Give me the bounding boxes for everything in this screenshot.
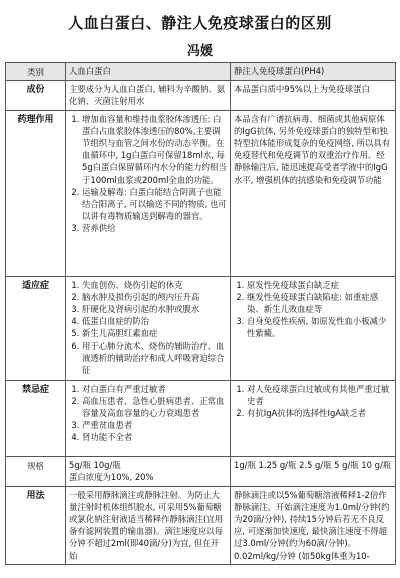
row-label-indication: 适应症 (6, 276, 66, 380)
list-item: 1. 原发性免疫球蛋白缺乏症 (247, 279, 392, 291)
list-item: 6. 用于心肺分流术、烧伤的辅助治疗、血液透析的辅助治疗和成人呼吸窘迫综合征 (82, 340, 227, 377)
comparison-table (5, 62, 396, 565)
list-item: 1. 对人免疫球蛋白过敏或有其他严重过敏史者 (247, 383, 392, 407)
list-item: 1. 对白蛋白有严重过敏者 (82, 383, 227, 395)
list-item: 2. 继发性免疫球蛋白缺陷症: 如重症感染、新生儿败血症等 (247, 291, 392, 315)
table-row-action (6, 110, 396, 276)
header-ivig: 静注人免疫球蛋白(PH4) (231, 63, 396, 81)
table-header-row (6, 63, 396, 81)
indication-albumin (66, 276, 231, 380)
table-row-composition (6, 81, 396, 110)
contraindication-albumin-list (69, 383, 227, 444)
list-item: 4. 肾功能不全者 (82, 431, 227, 443)
contraindication-ivig (231, 380, 396, 456)
list-item: 3. 肝硬化及肾病引起的水肿或腹水 (82, 303, 227, 315)
table-row-indication (6, 276, 396, 380)
usage-albumin: 一般采用静脉滴注或静脉注射。为防止大量注射时机体组织脱水, 可采用5%葡萄糖或氯化钠注射液适当稀释作静脉滴注(宜用备有滤网装置的输血器)。滴注速度应以每分钟不超过2ml(即40滴/分)为宜, 但在开始 (66, 486, 231, 564)
header-albumin: 人血白蛋白 (66, 63, 231, 81)
list-item: 3. 严重贫血患者 (82, 419, 227, 431)
table-row-usage (6, 486, 396, 564)
usage-ivig: 静脉滴注或以5%葡萄糖溶液稀释1-2倍作静脉滴注。开始滴注速度为1.0ml/分钟(约为20滴/分钟), 持续15分钟后若无不良反应, 可逐渐加快速度, 最快滴注速度不得超过3.0ml/分钟(约为60滴/分钟)。0.02ml/kg/分钟 (如50kg体重为10- (231, 486, 396, 564)
list-item: 2. 有抗IgA抗体的选择性IgA缺乏者 (247, 407, 392, 419)
action-albumin (66, 110, 231, 276)
list-item: 1. 失血创伤、烧伤引起的休克 (82, 279, 227, 291)
row-label-composition: 成份 (6, 81, 66, 110)
list-item: 3. 自身免疫性疾病, 如原发性血小板减少性紫癜。 (247, 315, 392, 339)
list-item: 4. 低蛋白血症的防治 (82, 315, 227, 327)
row-label-usage: 用法 (6, 486, 66, 564)
indication-ivig (231, 276, 396, 380)
action-ivig: 本品含有广谱抗病毒、细菌或其他病原体的IgG抗体, 另外免疫球蛋白的独特型和独特型抗体能形成复杂的免疫网络, 所以具有免疫替代和免疫调节的双重治疗作用。经静脉输注后, 能迅速提高受者学液中的IgG水平, 增强机体的抗感染和免疫调节功能 (231, 110, 396, 276)
action-albumin-list (69, 113, 227, 235)
list-item: 2. 高血压患者、急性心脏病患者、正常血容量及高血容量的心力衰竭患者 (82, 395, 227, 419)
indication-ivig-list (234, 279, 392, 340)
composition-albumin: 主要成分为人血白蛋白, 辅料为辛酸钠、氨化钠、灭菌注射用水 (66, 81, 231, 110)
list-item: 2. 脑水肿及损伤引起的颅内压升高 (82, 291, 227, 303)
contraindication-ivig-list (234, 383, 392, 420)
row-label-action: 药理作用 (6, 110, 66, 276)
table-row-specification (6, 456, 396, 486)
composition-ivig: 本品蛋白质中95%以上为免疫球蛋白 (231, 81, 396, 110)
row-label-specification: 规格 (6, 456, 66, 486)
table-row-contraindication (6, 380, 396, 456)
specification-ivig: 1g/瓶 1.25 g/瓶 2.5 g/瓶 5 g/瓶 10 g/瓶 (231, 456, 396, 486)
contraindication-albumin (66, 380, 231, 456)
row-label-contraindication: 禁忌症 (6, 380, 66, 456)
author-name: 冯媛 (186, 44, 213, 59)
list-item: 5. 新生儿高胆红素血症 (82, 327, 227, 339)
list-item: 1. 增加血容量和维持血浆胶体渗透压: 白蛋白占血浆胶体渗透压的80%,主要调节组织与血管之间水份的动态平衡。在血循环中, 1g白蛋白可保留18ml水, 每5g白蛋白保留循环内水分的能力约相当于100ml血浆或200ml全血的功能。 (82, 113, 227, 186)
indication-albumin-list (69, 279, 227, 377)
specification-albumin: 5g/瓶 10g/瓶 蛋白浓度为10%, 20% (66, 456, 231, 486)
list-item: 2. 运输及解毒: 白蛋白能结合阴离子也能结合阳离子, 可以输送不同的物质, 也可以讲有毒物质输送到解毒的器官。 (82, 186, 227, 223)
list-item: 3. 营养供给 (82, 222, 227, 234)
page-title: 人血白蛋白、静注人免疫球蛋白的区别 (68, 14, 332, 32)
header-category: 类别 (6, 63, 66, 81)
